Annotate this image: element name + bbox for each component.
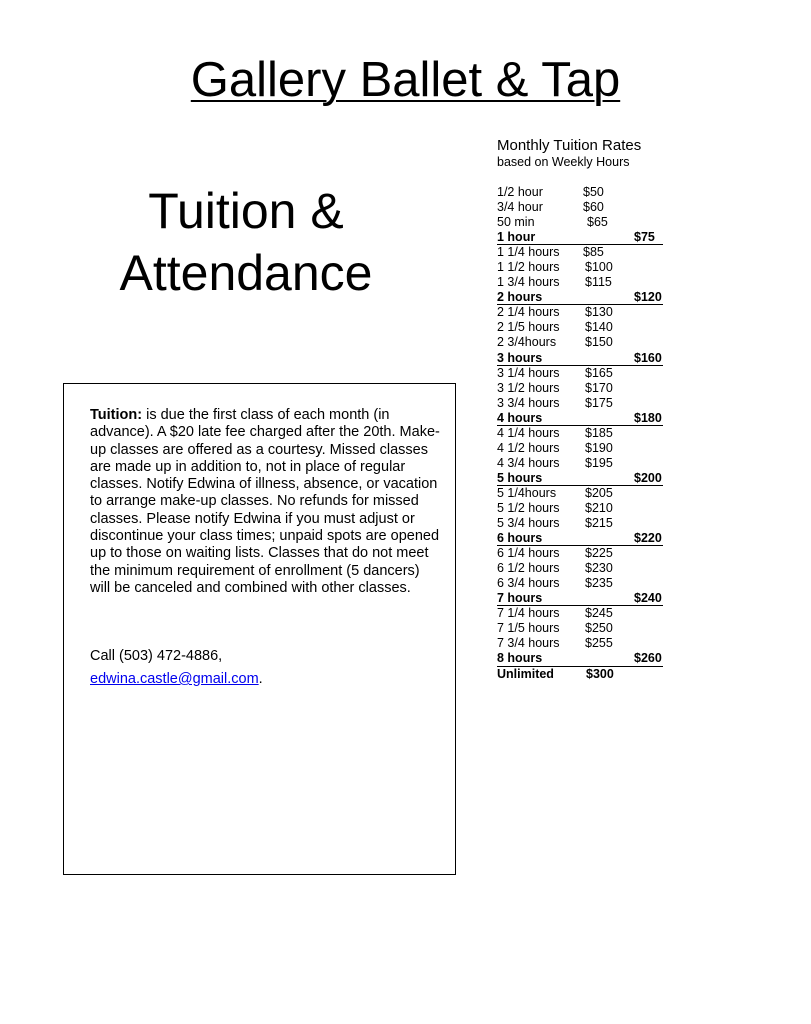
rate-hours: 7 1/5 hours — [497, 621, 560, 636]
rate-price: $75 — [634, 230, 655, 245]
rate-hours: 2 1/5 hours — [497, 320, 560, 335]
rate-row — [497, 606, 663, 621]
rate-row — [497, 471, 663, 486]
page-title — [0, 52, 811, 108]
page-subtitle — [96, 180, 396, 304]
rate-row — [497, 260, 663, 275]
rate-row — [497, 411, 663, 426]
rate-row — [497, 651, 663, 666]
rate-price: $115 — [585, 275, 612, 290]
rate-row — [497, 516, 663, 531]
rate-row — [497, 576, 663, 591]
rate-price: $150 — [585, 335, 613, 350]
rate-price: $85 — [583, 245, 604, 260]
rate-price: $255 — [585, 636, 613, 651]
rate-hours: 50 min — [497, 215, 535, 230]
rate-hours: 6 hours — [497, 531, 543, 546]
rate-hours: 3 3/4 hours — [497, 395, 560, 410]
rate-price: $185 — [585, 425, 613, 440]
rate-row — [497, 230, 663, 245]
rate-hours: 5 1/2 hours — [497, 500, 560, 515]
rate-price: $200 — [634, 470, 662, 485]
rate-hours: 6 1/2 hours — [497, 561, 560, 576]
rate-price: $190 — [585, 440, 613, 455]
rate-row — [497, 486, 663, 501]
rate-row — [497, 245, 663, 260]
rate-hours: 7 3/4 hours — [497, 636, 560, 651]
rate-row — [497, 290, 663, 305]
rate-price: $260 — [634, 651, 662, 666]
rate-row — [497, 351, 663, 366]
rate-hours: 1 3/4 hours — [497, 275, 560, 290]
rate-row — [497, 501, 663, 516]
rate-row — [497, 381, 663, 396]
rate-row — [497, 531, 663, 546]
rate-row — [497, 335, 663, 350]
rate-price: $300 — [586, 666, 614, 681]
rate-price: $170 — [585, 380, 613, 395]
rate-price: $165 — [585, 365, 613, 380]
rate-row — [497, 396, 663, 411]
rate-price: $175 — [585, 395, 613, 410]
rate-price: $65 — [587, 215, 608, 230]
rate-hours: 2 1/4 hours — [497, 305, 560, 320]
rate-price: $100 — [585, 260, 613, 275]
rate-hours: 3 1/4 hours — [497, 365, 560, 380]
rate-row — [497, 275, 663, 290]
rate-price: $160 — [634, 350, 662, 365]
rate-price: $225 — [585, 546, 613, 561]
rate-hours: 2 3/4hours — [497, 335, 557, 350]
rate-hours: 3 hours — [497, 350, 543, 365]
rate-price: $130 — [585, 305, 613, 320]
tuition-policy-text: is due the first class of each month (in advance). A $20 late fee charged after the 20th. Make-up classes are offered as a courtesy. Missed classes are made up in addition to, not in place of regular classes. Notify Edwina of illness, absence, or vacation to arrange make-up classes. No refunds for missed classes. Please notify Edwina if you must adjust or discontinue your class times; unpaid spots are opened up to those on waiting lists. Classes that do not meet the minimum requirement of enrollment (5 dancers) will be canceled and combined with other classes. — [90, 407, 440, 596]
rate-row — [497, 320, 663, 335]
rate-price: $230 — [585, 561, 613, 576]
rate-row — [497, 621, 663, 636]
rate-price: $205 — [585, 485, 613, 500]
rate-row — [497, 215, 663, 230]
rate-hours: 7 hours — [497, 591, 543, 606]
rate-hours: 1/2 hour — [497, 185, 543, 199]
rate-hours: 3/4 hour — [497, 200, 543, 215]
rate-price: $210 — [585, 500, 613, 515]
rate-hours: 4 1/4 hours — [497, 425, 560, 440]
rate-hours: 1 1/2 hours — [497, 260, 560, 275]
rate-hours: 8 hours — [497, 651, 543, 666]
rate-row — [497, 561, 663, 576]
subtitle-line-2: Attendance — [119, 245, 373, 301]
rate-hours: 6 1/4 hours — [497, 546, 560, 561]
rate-price: $240 — [634, 591, 662, 606]
rate-hours: 4 1/2 hours — [497, 440, 560, 455]
rate-hours: 4 3/4 hours — [497, 455, 560, 470]
tuition-policy-paragraph — [90, 407, 440, 597]
rate-price: $60 — [583, 200, 604, 215]
rate-row — [497, 200, 663, 215]
rates-list — [497, 185, 663, 682]
contact-email-line — [90, 671, 263, 689]
email-link[interactable]: edwina.castle@gmail.com — [90, 671, 259, 687]
rate-price: $235 — [585, 576, 613, 591]
rate-row — [497, 426, 663, 441]
rate-price: $220 — [634, 531, 662, 546]
rate-hours: 4 hours — [497, 410, 543, 425]
rate-row — [497, 636, 663, 651]
rate-hours: 5 3/4 hours — [497, 516, 560, 531]
rate-hours: 2 hours — [497, 290, 543, 305]
rate-row — [497, 441, 663, 456]
rate-price: $195 — [585, 455, 613, 470]
rates-heading: Monthly Tuition Rates — [497, 137, 642, 154]
rate-price: $140 — [585, 320, 613, 335]
rate-hours: 1 1/4 hours — [497, 245, 560, 260]
rate-row — [497, 305, 663, 320]
rate-price: $215 — [585, 516, 613, 531]
tuition-label: Tuition: — [90, 407, 143, 423]
rate-price: $50 — [583, 185, 604, 199]
contact-phone: Call (503) 472-4886, — [90, 648, 223, 664]
rate-price: $245 — [585, 606, 613, 621]
rate-hours: 1 hour — [497, 230, 536, 245]
rate-hours: 3 1/2 hours — [497, 380, 560, 395]
rate-row — [497, 366, 663, 381]
rates-subheading: based on Weekly Hours — [497, 155, 630, 169]
rate-row — [497, 185, 663, 200]
rate-hours: 5 1/4hours — [497, 485, 557, 500]
rate-hours: 7 1/4 hours — [497, 606, 560, 621]
rate-price: $180 — [634, 410, 662, 425]
rate-hours: Unlimited — [497, 666, 554, 681]
rate-row — [497, 456, 663, 471]
page-title-text: Gallery Ballet & Tap — [190, 53, 621, 107]
rate-row — [497, 591, 663, 606]
email-suffix: . — [258, 671, 263, 687]
rate-hours: 6 3/4 hours — [497, 576, 560, 591]
rate-price: $120 — [634, 290, 662, 305]
rate-price: $250 — [585, 621, 613, 636]
rate-row — [497, 667, 663, 682]
rate-row — [497, 546, 663, 561]
subtitle-line-1: Tuition & — [148, 183, 344, 239]
rate-hours: 5 hours — [497, 470, 543, 485]
